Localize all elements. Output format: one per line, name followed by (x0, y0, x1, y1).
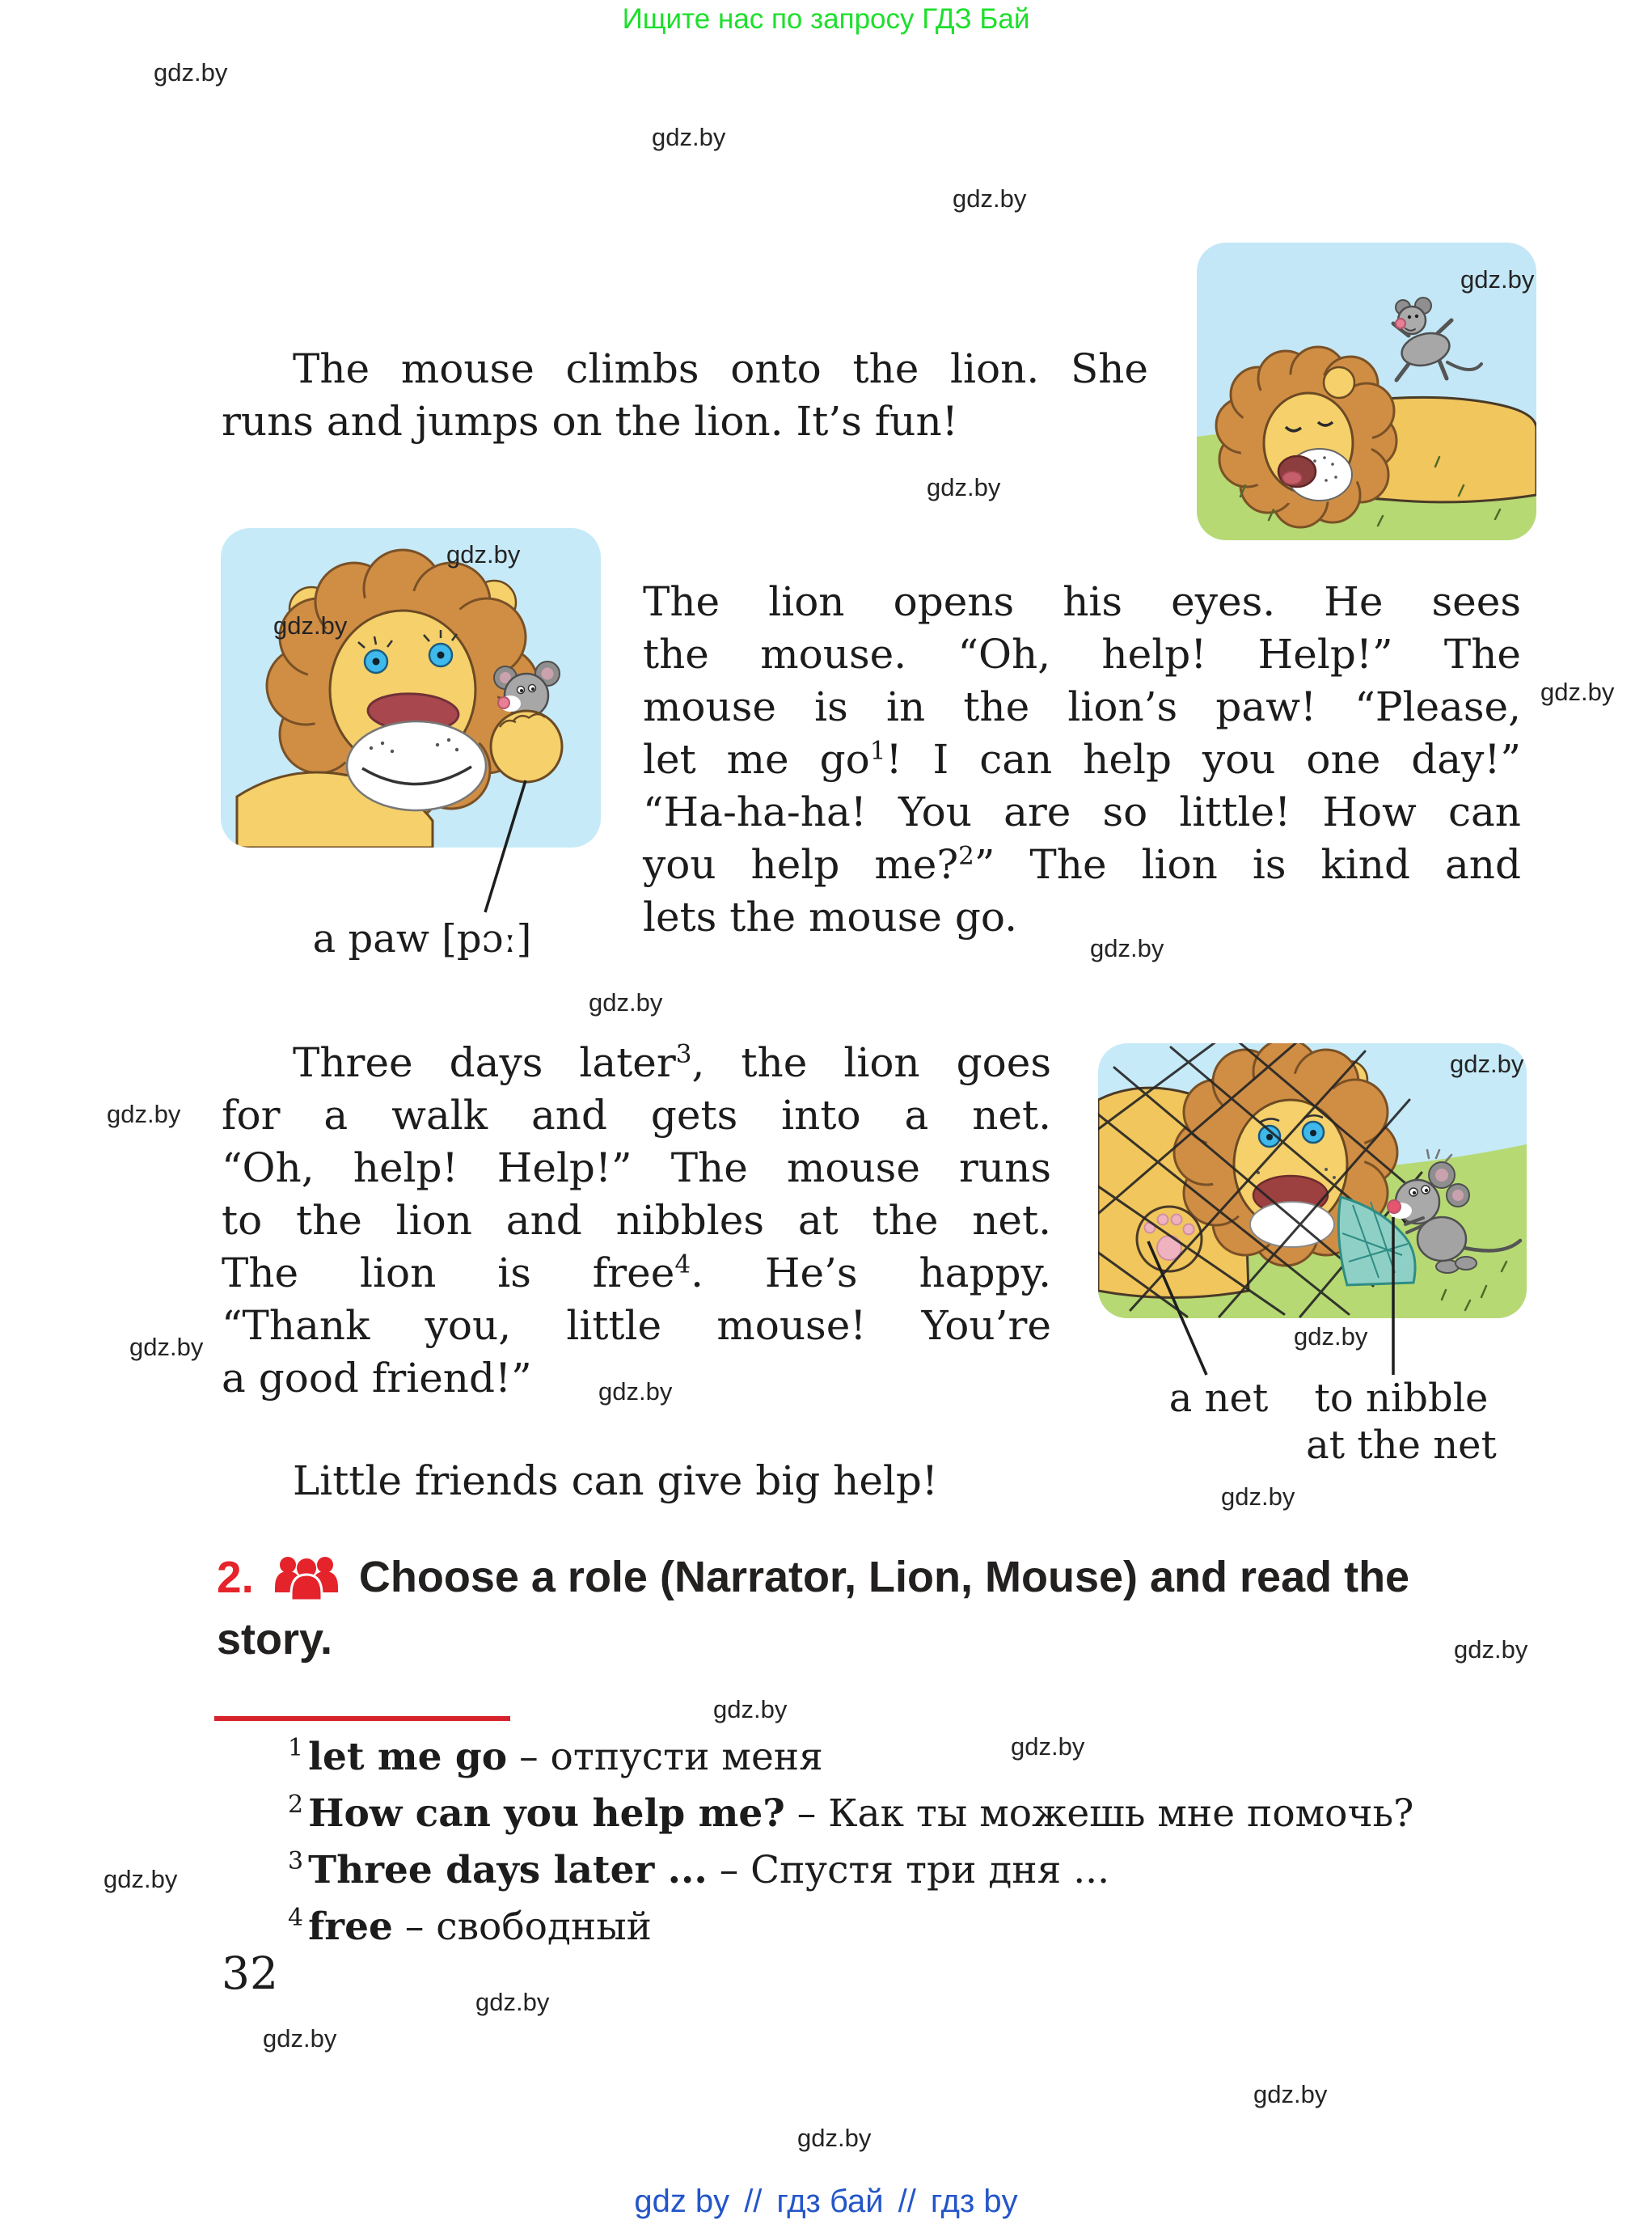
gdz-watermark: gdz.by (713, 1695, 788, 1723)
story-text-line: lets the mouse go. (643, 894, 1017, 941)
caption-to-nibble (1300, 1375, 1502, 1469)
story-text-line: The lion opens his eyes. He sees (643, 578, 1521, 625)
footer-link-separator: // (898, 2184, 916, 2219)
gdz-watermark: gdz.by (797, 2124, 872, 2152)
footnote-number: 2 (288, 1791, 304, 1820)
task-text-line2: story. (217, 1615, 333, 1664)
footnote-translation: – Спустя три дня ... (707, 1848, 1110, 1892)
gdz-watermark: gdz.by (1540, 678, 1615, 706)
caption-line: at the net (1306, 1423, 1497, 1468)
story-paragraph-1 (222, 343, 1148, 448)
footer-link[interactable]: гдз by (930, 2184, 1018, 2219)
gdz-watermark: gdz.by (107, 1100, 181, 1128)
footer-link[interactable]: гдз бай (776, 2184, 884, 2219)
lion-paw-scene (221, 528, 601, 848)
story-text-line: the mouse. “Oh, help! Help!” The (643, 631, 1521, 678)
story-moral: Little friends can give big help! (293, 1457, 939, 1504)
story-text-line: The mouse climbs onto the lion. She (293, 345, 1148, 392)
footnote-ref: 3 (675, 1039, 692, 1069)
footnote-item (288, 1842, 1501, 1899)
footer-link-separator: // (744, 2184, 763, 2219)
footnotes (288, 1729, 1501, 1956)
story-text-line: “Ha-ha-ha! You are so little! How can (643, 789, 1521, 835)
story-text-line: “Oh, help! Help!” The mouse runs (222, 1144, 1051, 1191)
story-text-line: to the lion and nibbles at the net. (222, 1197, 1051, 1244)
story-text-line: for a walk and gets into a net. (222, 1092, 1051, 1139)
illustration-mouse-in-paw (221, 528, 601, 848)
footnote-translation: – Как ты можешь мне помочь? (784, 1791, 1414, 1836)
story-text-line: mouse is in the lion’s paw! “Please, (643, 683, 1521, 730)
caption-line: to nibble (1314, 1376, 1489, 1421)
story-text-line: Three days later$^3$, the lion goes (293, 1039, 1051, 1086)
task-number: 2. (217, 1552, 254, 1602)
footnote-number: 3 (288, 1847, 304, 1876)
gdz-watermark: gdz.by (927, 473, 1001, 501)
gdz-watermark: gdz.by (263, 2024, 337, 2053)
footnote-term: Three days later ... (308, 1848, 708, 1892)
gdz-watermark: gdz.by (1090, 934, 1164, 962)
footnote-item (288, 1729, 1501, 1786)
footnote-divider (214, 1716, 510, 1721)
story-paragraph-3 (222, 1037, 1051, 1405)
footnote-term: How can you help me? (308, 1791, 785, 1836)
illustration-mouse-on-lion (1197, 243, 1536, 540)
footnote-term: let me go (308, 1735, 508, 1779)
story-text-line: you help me?$^2$” The lion is kind and (643, 841, 1522, 888)
footnote-ref: 2 (958, 841, 974, 871)
page-number: 32 (222, 1947, 278, 1999)
gdz-watermark: gdz.by (1460, 265, 1535, 294)
task-2 (217, 1551, 1409, 1603)
group-work-icon (272, 1552, 341, 1602)
gdz-watermark: gdz.by (1454, 1635, 1528, 1664)
story-text-line: runs and jumps on the lion. It’s fun! (222, 398, 958, 445)
story-text-line: The lion is free$^4$. He’s happy. (222, 1249, 1051, 1296)
gdz-watermark: gdz.by (652, 123, 726, 151)
gdz-watermark: gdz.by (589, 988, 663, 1017)
footnote-item (288, 1899, 1501, 1956)
gdz-watermark: gdz.by (104, 1865, 178, 1893)
lion-sleeping-scene (1197, 243, 1536, 540)
gdz-watermark: gdz.by (1011, 1732, 1085, 1761)
gdz-watermark: gdz.by (1253, 2080, 1328, 2108)
gdz-watermark: gdz.by (953, 184, 1027, 213)
promo-banner: Ищите нас по запросу ГДЗ Бай (622, 3, 1030, 35)
footnote-translation: – свободный (392, 1905, 652, 1949)
gdz-watermark: gdz.by (475, 1988, 550, 2016)
gdz-watermark: gdz.by (129, 1333, 204, 1361)
gdz-watermark: gdz.by (154, 58, 228, 87)
story-text-line: let me $go^1$! I can help you one day!” (643, 736, 1521, 783)
footer-link[interactable]: gdz by (634, 2184, 730, 2219)
gdz-watermark: gdz.by (273, 611, 348, 640)
story-text-line: “Thank you, little mouse! You’re (222, 1302, 1051, 1349)
footnote-translation: – отпусти меня (507, 1735, 823, 1779)
gdz-watermark: gdz.by (446, 540, 521, 569)
footnote-item (288, 1786, 1501, 1842)
footer-links (0, 2184, 1652, 2220)
caption-a-paw: a paw [pɔː] (312, 916, 532, 962)
footnote-number: 4 (288, 1904, 304, 1933)
footnote-number: 1 (288, 1734, 304, 1763)
lion-net-scene (1098, 1043, 1527, 1318)
task-text-line1: Choose a role (Narrator, Lion, Mouse) and read the (358, 1553, 1410, 1601)
illustration-lion-in-net (1098, 1043, 1527, 1318)
gdz-watermark: gdz.by (598, 1377, 673, 1406)
gdz-watermark: gdz.by (1450, 1050, 1524, 1078)
story-paragraph-2 (643, 576, 1521, 944)
story-text-line: a good friend!” (222, 1355, 532, 1402)
footnote-ref: 4 (674, 1249, 691, 1279)
gdz-watermark: gdz.by (1221, 1482, 1295, 1511)
footnote-ref: 1 (869, 736, 886, 766)
footnote-term: free (308, 1905, 393, 1949)
gdz-watermark: gdz.by (1294, 1322, 1368, 1351)
caption-a-net: a net (1168, 1376, 1269, 1421)
